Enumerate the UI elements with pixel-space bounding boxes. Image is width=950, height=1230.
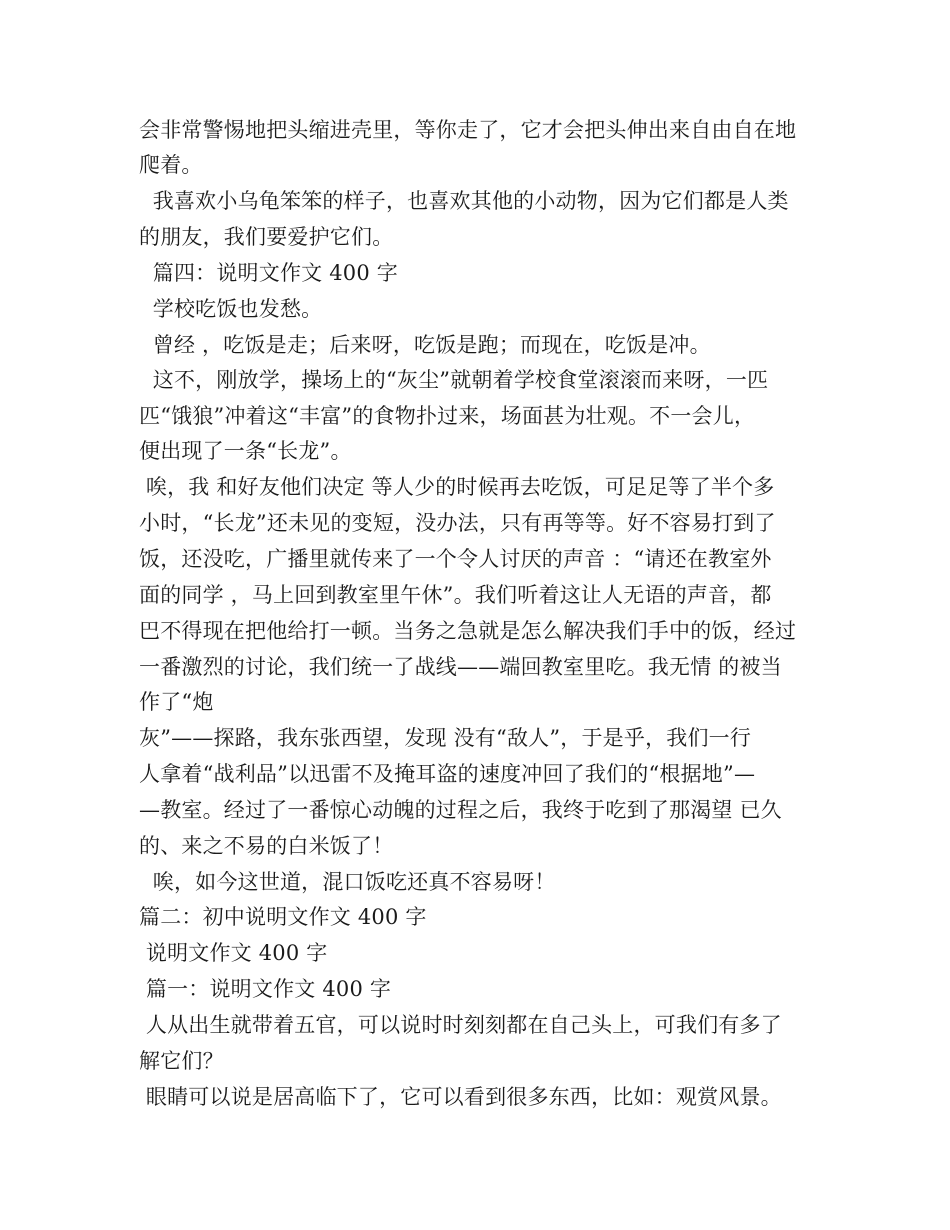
text-line: 巴不得现在把他给打一顿。当务之急就是怎么解决我们手中的饭，经过 bbox=[139, 619, 797, 643]
text-line: 人拿着“战利品”以迅雷不及掩耳盗的速度冲回了我们的“根据地”— bbox=[139, 762, 756, 786]
section-heading: 篇四：说明文作文 400 字 bbox=[139, 261, 398, 285]
text-line: 的朋友，我们要爱护它们。 bbox=[139, 225, 394, 249]
text-line: 会非常警惕地把头缩进壳里，等你走了，它才会把头伸出来自由自在地 bbox=[139, 118, 797, 142]
text-line: 唉，如今这世道，混口饭吃还真不容易呀！ bbox=[139, 870, 556, 894]
text-line: 解它们？ bbox=[139, 1049, 224, 1073]
text-line: 学校吃饭也发愁。 bbox=[139, 297, 323, 321]
section-heading: 说明文作文 400 字 bbox=[139, 941, 328, 965]
text-line: 饭，还没吃，广播里就传来了一个令人讨厌的声音 ：“请还在教室外 bbox=[139, 547, 772, 571]
text-line: 爬着。 bbox=[139, 153, 203, 177]
text-line: 匹“饿狼”冲着这“丰富”的食物扑过来，场面甚为壮观。不一会儿， bbox=[139, 404, 756, 428]
text-line: 小时，“长龙”还未见的变短，没办法，只有再等等。好不容易打到了 bbox=[139, 511, 776, 535]
text-line: 作了“炮 bbox=[139, 690, 214, 714]
text-line: 眼睛可以说是居高临下了，它可以看到很多东西，比如：观赏风景。 bbox=[139, 1085, 782, 1109]
text-line: 人从出生就带着五官，可以说时时刻刻都在自己头上，可我们有多了 bbox=[139, 1013, 782, 1037]
text-line: 一番激烈的讨论，我们统一了战线——端回教室里吃。我无情 的被当 bbox=[139, 655, 782, 679]
section-heading: 篇一：说明文作文 400 字 bbox=[139, 977, 392, 1001]
text-line: 我喜欢小乌龟笨笨的样子，也喜欢其他的小动物，因为它们都是人类 bbox=[139, 189, 789, 213]
text-line: 的、来之不易的白米饭了！ bbox=[139, 834, 394, 858]
text-line: —教室。经过了一番惊心动魄的过程之后，我终于吃到了那渴望 已久 bbox=[139, 798, 782, 822]
text-line: 这不，刚放学，操场上的“灰尘”就朝着学校食堂滚滚而来呀，一匹 bbox=[139, 368, 769, 392]
text-line: 唉，我 和好友他们决定 等人少的时候再去吃饭，可足足等了半个多 bbox=[139, 475, 775, 499]
text-line: 曾经 ，吃饭是走；后来呀，吃饭是跑；而现在，吃饭是冲。 bbox=[139, 333, 711, 357]
text-line: 灰”——探路，我东张西望，发现 没有“敌人”，于是乎，我们一行 bbox=[139, 726, 752, 750]
text-line: 便出现了一条“长龙”。 bbox=[139, 439, 352, 463]
text-line: 面的同学 ，马上回到教室里午休”。我们听着这让人无语的声音，都 bbox=[139, 583, 772, 607]
section-heading: 篇二：初中说明文作文 400 字 bbox=[139, 905, 427, 929]
